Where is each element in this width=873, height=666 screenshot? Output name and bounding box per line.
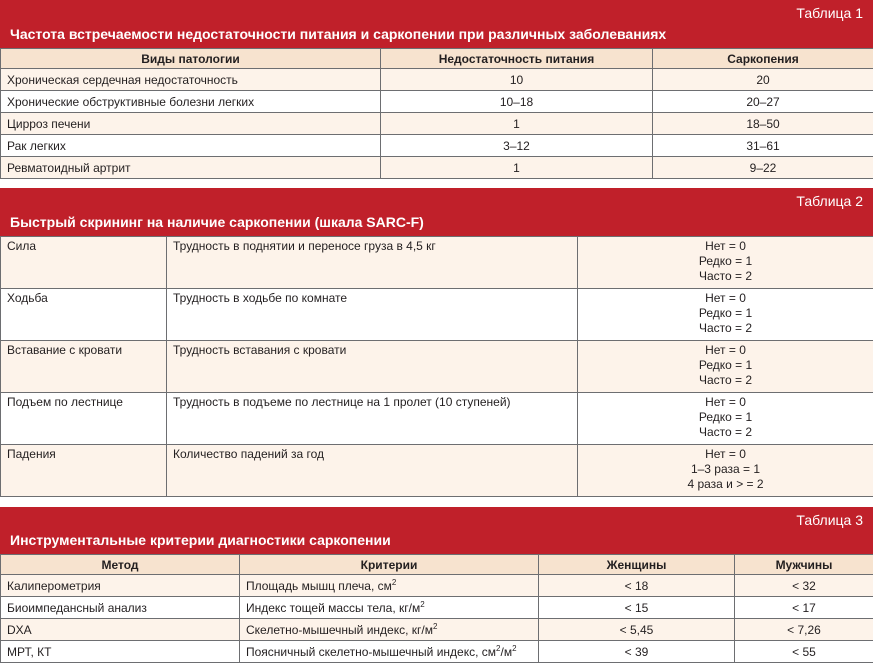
pathology-cell: Хроническая сердечная недостаточность (1, 69, 381, 91)
table-1-title: Частота встречаемости недостаточности питания и саркопении при различных заболеваниях (10, 26, 667, 42)
table-2 (0, 188, 873, 498)
method-cell: Калиперометрия (1, 575, 240, 597)
sarcf-score-cell (578, 289, 873, 341)
sarcopenia-cell: 31–61 (653, 135, 873, 157)
column-header: Саркопения (653, 49, 873, 69)
column-header: Женщины (539, 555, 735, 575)
score-option: Часто = 2 (698, 425, 753, 439)
women-value-cell: < 5,45 (539, 619, 735, 641)
column-header: Недостаточность питания (381, 49, 653, 69)
sarcf-desc-cell: Трудность в ходьбе по комнате (167, 289, 578, 341)
table-row (1, 575, 873, 597)
table-row (1, 237, 873, 289)
score-option: Часто = 2 (698, 321, 753, 335)
malnutrition-cell: 3–12 (381, 135, 653, 157)
table-row (1, 597, 873, 619)
sarcf-item-cell: Сила (1, 237, 167, 289)
women-value-cell: < 15 (539, 597, 735, 619)
men-value-cell: < 7,26 (735, 619, 873, 641)
malnutrition-cell: 1 (381, 157, 653, 179)
score-option: Редко = 1 (698, 410, 753, 424)
table-row (1, 393, 873, 445)
table-row (1, 69, 873, 91)
sarcf-item-cell: Падения (1, 445, 167, 497)
criterion-cell: Площадь мышц плеча, $см^2$ (240, 575, 539, 597)
column-header: Критерии (240, 555, 539, 575)
sarcf-desc-cell: Количество падений за год (167, 445, 578, 497)
table-2-grid (0, 236, 873, 497)
pathology-cell: Рак легких (1, 135, 381, 157)
table-3-header (0, 507, 873, 554)
sarcopenia-cell: 20–27 (653, 91, 873, 113)
table-1-head-row (1, 49, 873, 69)
sarcf-item-cell: Вставание с кровати (1, 341, 167, 393)
score-option: Редко = 1 (698, 254, 753, 268)
women-value-cell: < 39 (539, 641, 735, 663)
table-row (1, 445, 873, 497)
pathology-cell: Ревматоидный артрит (1, 157, 381, 179)
score-option: Часто = 2 (698, 373, 753, 387)
criterion-cell: Индекс тощей массы тела, $кг/м^2$ (240, 597, 539, 619)
table-row (1, 157, 873, 179)
sarcf-score-cell (578, 393, 873, 445)
score-option: 4 раза и > = 2 (687, 477, 764, 491)
score-option: Нет = 0 (705, 239, 746, 253)
sarcopenia-cell: 9–22 (653, 157, 873, 179)
malnutrition-cell: 10–18 (381, 91, 653, 113)
table-3-title: Инструментальные критерии диагностики саркопении (10, 532, 391, 548)
sarcopenia-cell: 20 (653, 69, 873, 91)
criterion-cell: Поясничный скелетно-мышечный индекс, $см^2/м^2$ (240, 641, 539, 663)
sarcf-desc-cell: Трудность вставания с кровати (167, 341, 578, 393)
column-header: Мужчины (735, 555, 873, 575)
pathology-cell: Хронические обструктивные болезни легких (1, 91, 381, 113)
score-option: Нет = 0 (705, 291, 746, 305)
sarcf-desc-cell: Трудность в подъеме по лестнице на 1 пролет (10 ступеней) (167, 393, 578, 445)
table-2-header (0, 188, 873, 236)
women-value-cell: < 18 (539, 575, 735, 597)
table-1-grid (0, 48, 873, 179)
table-row (1, 289, 873, 341)
sarcf-item-cell: Ходьба (1, 289, 167, 341)
men-value-cell: < 17 (735, 597, 873, 619)
malnutrition-cell: 10 (381, 69, 653, 91)
table-3-grid (0, 554, 873, 663)
table-1 (0, 0, 873, 180)
table-row (1, 135, 873, 157)
score-option: Нет = 0 (705, 447, 746, 461)
method-cell: DXA (1, 619, 240, 641)
score-option: Редко = 1 (698, 306, 753, 320)
method-cell: Биоимпедансный анализ (1, 597, 240, 619)
table-2-number: Таблица 2 (796, 193, 863, 209)
criterion-cell: Скелетно-мышечный индекс, $кг/м^2$ (240, 619, 539, 641)
score-option: Редко = 1 (698, 358, 753, 372)
table-3 (0, 507, 873, 666)
table-3-number: Таблица 3 (796, 512, 863, 528)
column-header: Виды патологии (1, 49, 381, 69)
table-row (1, 341, 873, 393)
method-cell: МРТ, КТ (1, 641, 240, 663)
score-option: 1–3 раза = 1 (690, 462, 761, 476)
table-row (1, 113, 873, 135)
score-option: Нет = 0 (705, 395, 746, 409)
table-row (1, 91, 873, 113)
table-2-title: Быстрый скрининг на наличие саркопении (шкала SARC-F) (10, 214, 424, 230)
score-option: Нет = 0 (705, 343, 746, 357)
sarcf-score-cell (578, 445, 873, 497)
pathology-cell: Цирроз печени (1, 113, 381, 135)
sarcf-item-cell: Подъем по лестнице (1, 393, 167, 445)
table-1-number: Таблица 1 (796, 5, 863, 21)
column-header: Метод (1, 555, 240, 575)
sarcf-desc-cell: Трудность в поднятии и переносе груза в 4,5 кг (167, 237, 578, 289)
table-row (1, 641, 873, 663)
men-value-cell: < 55 (735, 641, 873, 663)
men-value-cell: < 32 (735, 575, 873, 597)
sarcf-score-cell (578, 341, 873, 393)
sarcf-score-cell (578, 237, 873, 289)
malnutrition-cell: 1 (381, 113, 653, 135)
score-option: Часто = 2 (698, 269, 753, 283)
table-1-header (0, 0, 873, 48)
table-row (1, 619, 873, 641)
sarcopenia-cell: 18–50 (653, 113, 873, 135)
table-3-head-row (1, 555, 873, 575)
